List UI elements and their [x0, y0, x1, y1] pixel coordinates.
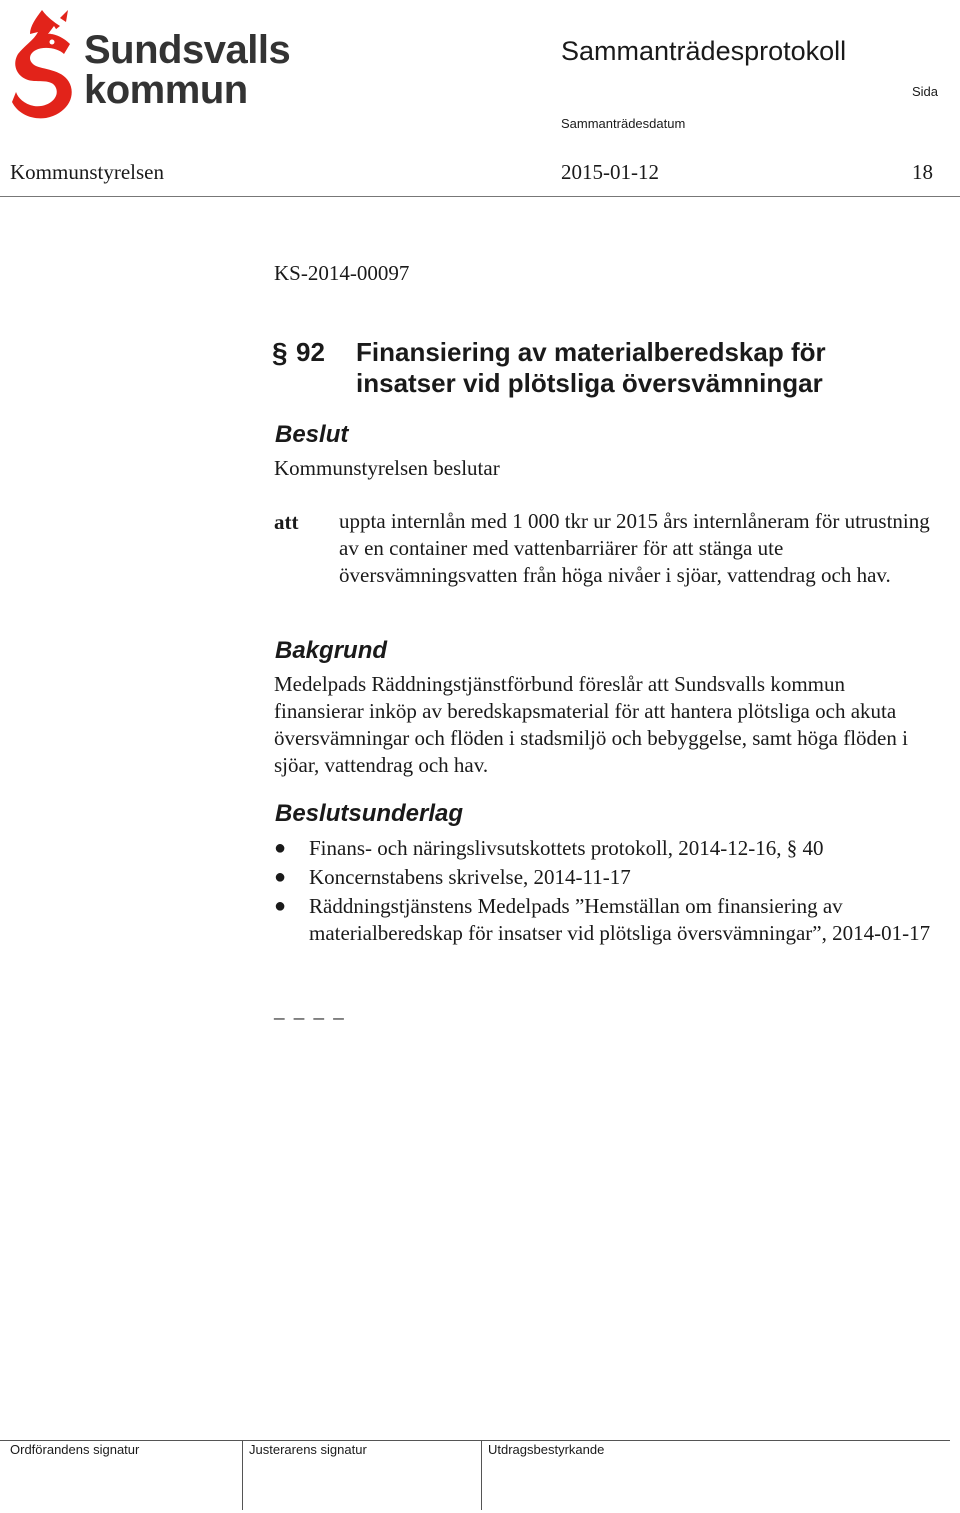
logo-line-2: kommun	[84, 68, 248, 112]
adjuster-signature-label: Justerarens signatur	[249, 1442, 367, 1457]
list-item	[274, 864, 934, 891]
beslutsunderlag-list	[274, 835, 934, 949]
section-title: Finansiering av materialberedskap för insatser vid plötsliga översvämningar	[356, 337, 826, 398]
chair-signature-label: Ordförandens signatur	[10, 1442, 140, 1457]
page-number: 18	[912, 160, 933, 184]
footer-column-divider	[481, 1440, 482, 1510]
end-marker: _ _ _ _	[274, 998, 346, 1022]
att-clause: uppta internlån med 1 000 tkr ur 2015 års internlåneram för utrustning av en container med vattenbarriärer för att stänga ute översvämningsvatten från höga nivåer i sjöar, vattendrag och hav.	[339, 509, 930, 587]
bullet-icon: ●	[274, 837, 287, 859]
header-divider	[0, 196, 960, 197]
beslutsunderlag-heading: Beslutsunderlag	[275, 800, 464, 827]
logo-wordmark	[84, 30, 290, 110]
footer-divider	[0, 1440, 950, 1441]
beslut-heading: Beslut	[275, 421, 349, 448]
bakgrund-text: Medelpads Räddningstjänstförbund föreslår att Sundsvalls kommun finansierar inköp av beredskapsmaterial för att hantera plötsliga och akuta översvämningar och flöden i stadsmiljö och bebyggelse, samt höga flöden i sjöar, vattendrag och hav.	[274, 672, 908, 777]
dragon-icon	[8, 4, 88, 124]
document-title: Sammanträdesprotokoll	[561, 36, 847, 66]
beslut-intro: Kommunstyrelsen beslutar	[274, 456, 500, 480]
list-item	[274, 893, 934, 947]
att-label: att	[274, 510, 299, 534]
list-item-text: Finans- och näringslivsutskottets protokoll, 2014-12-16, § 40	[309, 836, 824, 860]
list-item-text: Räddningstjänstens Medelpads ”Hemställan om finansiering av materialberedskap för insatser vid plötsliga översvämningar”, 2014-01-17	[309, 894, 931, 945]
list-item	[274, 835, 934, 862]
paragraph-number: 92	[296, 337, 325, 367]
footer-column-divider	[242, 1440, 243, 1510]
bullet-icon: ●	[274, 895, 287, 917]
bakgrund-heading: Bakgrund	[275, 637, 388, 664]
page-label: Sida	[912, 84, 939, 99]
extract-certification-label: Utdragsbestyrkande	[488, 1442, 605, 1457]
organization-name: Kommunstyrelsen	[10, 160, 164, 184]
paragraph-symbol: §	[272, 337, 288, 368]
bullet-icon: ●	[274, 866, 287, 888]
logo-line-1: Sundsvalls	[84, 28, 291, 72]
list-item-text: Koncernstabens skrivelse, 2014-11-17	[309, 865, 631, 889]
case-number: KS-2014-00097	[274, 261, 410, 285]
meeting-date: 2015-01-12	[561, 160, 659, 184]
meeting-date-label: Sammanträdesdatum	[561, 116, 686, 131]
